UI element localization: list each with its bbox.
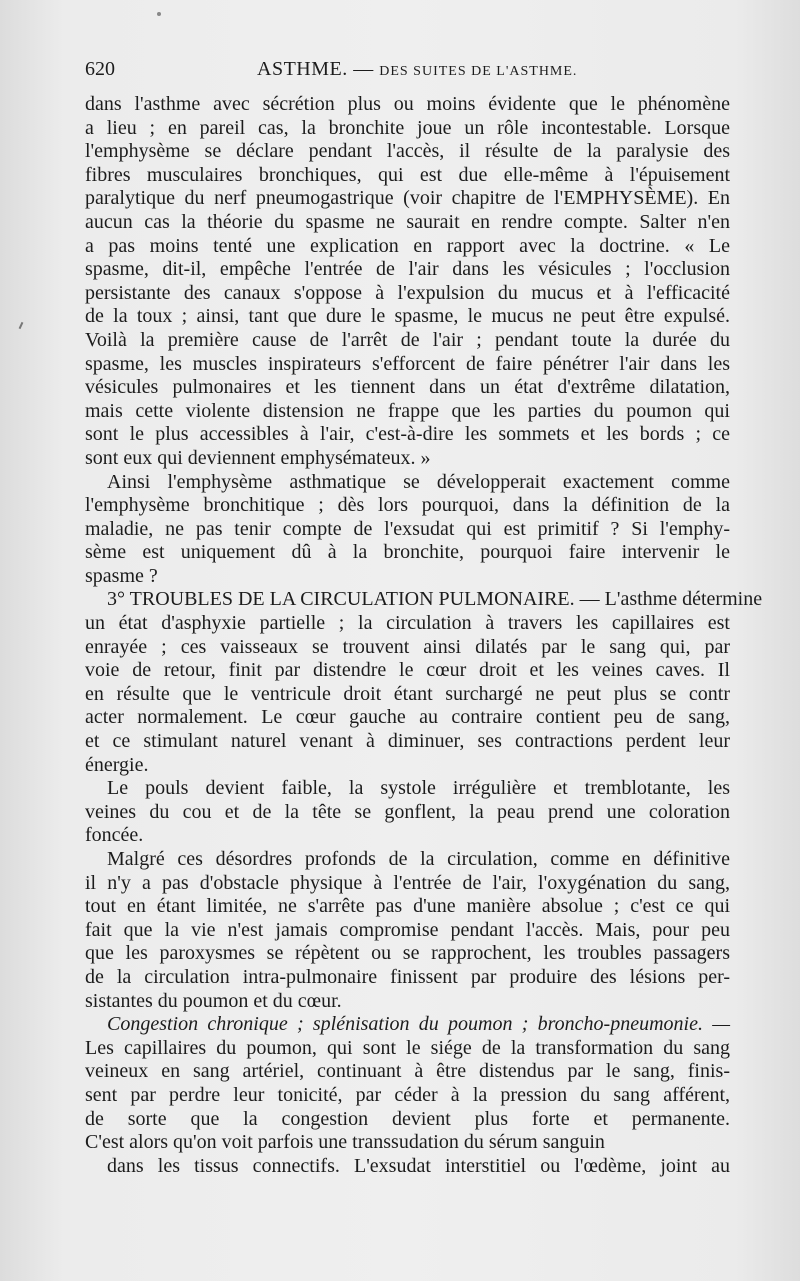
text-line: en résulte que le ventricule droit étant surchargé ne peut plus se contr xyxy=(85,682,730,705)
running-header xyxy=(85,58,730,84)
text-line: Les capillaires du poumon, qui sont le siége de la transformation du sang xyxy=(85,1036,730,1059)
text-line: l'emphysème bronchitique ; dès lors pourquoi, dans la définition de la xyxy=(85,494,730,517)
subheading-line: Congestion chronique ; splénisation du poumon ; broncho-pneumonie. — xyxy=(107,1013,730,1036)
text-line: voie de retour, finit par distendre le cœur droit et les veines caves. Il xyxy=(85,659,730,682)
text-line: de la circulation intra-pulmonaire finissent par produire des lésions per- xyxy=(85,965,730,988)
text-line: Ainsi l'emphysème asthmatique se développerait exactement comme xyxy=(107,470,730,493)
text-line: tout en étant limitée, ne s'arrête pas d'une manière absolue ; c'est ce qui xyxy=(85,895,730,918)
text-line: sont eux qui deviennent emphysémateux. » xyxy=(85,446,431,469)
text-line: l'emphysème se déclare pendant l'accès, il résulte de la paralysie des xyxy=(85,140,730,163)
text-line: veines du cou et de la tête se gonflent, la peau prend une coloration xyxy=(85,800,730,823)
text-line: veineux en sang artériel, continuant à être distendus par le sang, finis- xyxy=(85,1060,730,1083)
text-line: fait que la vie n'est jamais compromise pendant l'accès. Mais, pour peu xyxy=(85,918,730,941)
text-line: que les paroxysmes se répètent ou se rapprochent, les troubles passagers xyxy=(85,942,730,965)
text-line: de la toux ; ainsi, tant que dure le spasme, le mucus ne peut être expulsé. xyxy=(85,305,730,328)
text-line: spasme ? xyxy=(85,564,158,587)
text-line: un état d'asphyxie partielle ; la circulation à travers les capillaires est xyxy=(85,612,730,635)
text-line xyxy=(85,1178,730,1202)
text-line: a pas moins tenté une explication en rapport avec la doctrine. « Le xyxy=(85,234,730,257)
running-title-sub: DES SUITES DE L'ASTHME. xyxy=(379,64,578,79)
text-line: Malgré ces désordres profonds de la circulation, comme en définitive xyxy=(107,848,730,870)
text-line: fibres musculaires bronchiques, qui est due elle-même à l'épuisement xyxy=(85,163,730,186)
margin-mark xyxy=(19,322,24,329)
running-title xyxy=(257,58,577,81)
text-line: vésicules pulmonaires et les tiennent dans un état d'extrême dilatation, xyxy=(85,376,730,399)
text-line: dans l'asthme avec sécrétion plus ou moins évidente que le phénomène xyxy=(85,93,730,115)
text-line: enrayée ; ces vaisseaux se trouvent ainsi dilatés par le sang qui, par xyxy=(85,635,730,658)
text-line: paralytique du nerf pneumogastrique (voir chapitre de l'EMPHYSÈME). En xyxy=(85,187,730,210)
text-line: maladie, ne pas tenir compte de l'exsudat qui est primitif ? Si l'emphy- xyxy=(85,517,730,540)
text-line: acter normalement. Le cœur gauche au contraire contient peu de sang, xyxy=(85,706,730,729)
text-line: C'est alors qu'on voit parfois une transsudation du sérum sanguin xyxy=(85,1131,605,1154)
text-line: il n'y a pas d'obstacle physique à l'entrée de l'air, l'oxygénation du sang, xyxy=(85,871,730,894)
text-line: sème est uniquement dû à la bronchite, pourquoi faire intervenir le xyxy=(85,541,730,564)
text-line: sent par perdre leur tonicité, par céder à la pression du sang afférent, xyxy=(85,1083,730,1106)
text-line: Voilà la première cause de l'arrêt de l'air ; pendant toute la durée du xyxy=(85,328,730,351)
text-line: sistantes du poumon et du cœur. xyxy=(85,989,342,1012)
text-line: foncée. xyxy=(85,824,144,847)
text-line: persistante des canaux s'oppose à l'expulsion du mucus et à l'efficacité xyxy=(85,281,730,304)
section-heading-line: 3° TROUBLES DE LA CIRCULATION PULMONAIRE. — L'asthme détermine xyxy=(107,588,763,611)
body-text xyxy=(85,93,763,1202)
page-number: 620 xyxy=(85,58,115,80)
text-line: sont le plus accessibles à l'air, c'est-à-dire les sommets et les bords ; ce xyxy=(85,423,730,446)
text-line: énergie. xyxy=(85,753,149,776)
text-line: mais cette violente distension ne frappe que les parties du poumon qui xyxy=(85,399,730,422)
text-line: Le pouls devient faible, la systole irrégulière et tremblotante, les xyxy=(107,777,730,800)
text-line: et ce stimulant naturel venant à diminuer, ses contractions perdent leur xyxy=(85,730,730,753)
text-line: a lieu ; en pareil cas, la bronchite joue un rôle incontestable. Lorsque xyxy=(85,116,730,139)
text-line: spasme, dit-il, empêche l'entrée de l'air dans les vésicules ; l'occlusion xyxy=(85,258,730,281)
text-line: de sorte que la congestion devient plus forte et permanente. xyxy=(85,1107,730,1130)
text-line: spasme, les muscles inspirateurs s'efforcent de faire pénétrer l'air dans les xyxy=(85,352,730,375)
running-title-main: ASTHME. xyxy=(257,58,348,80)
text-line: dans les tissus connectifs. L'exsudat interstitiel ou l'œdème, joint au xyxy=(107,1154,730,1177)
ink-dot xyxy=(157,12,161,16)
running-title-separator: — xyxy=(347,58,380,80)
text-line: aucun cas la théorie du spasme ne saurait en rendre compte. Salter n'en xyxy=(85,210,730,233)
